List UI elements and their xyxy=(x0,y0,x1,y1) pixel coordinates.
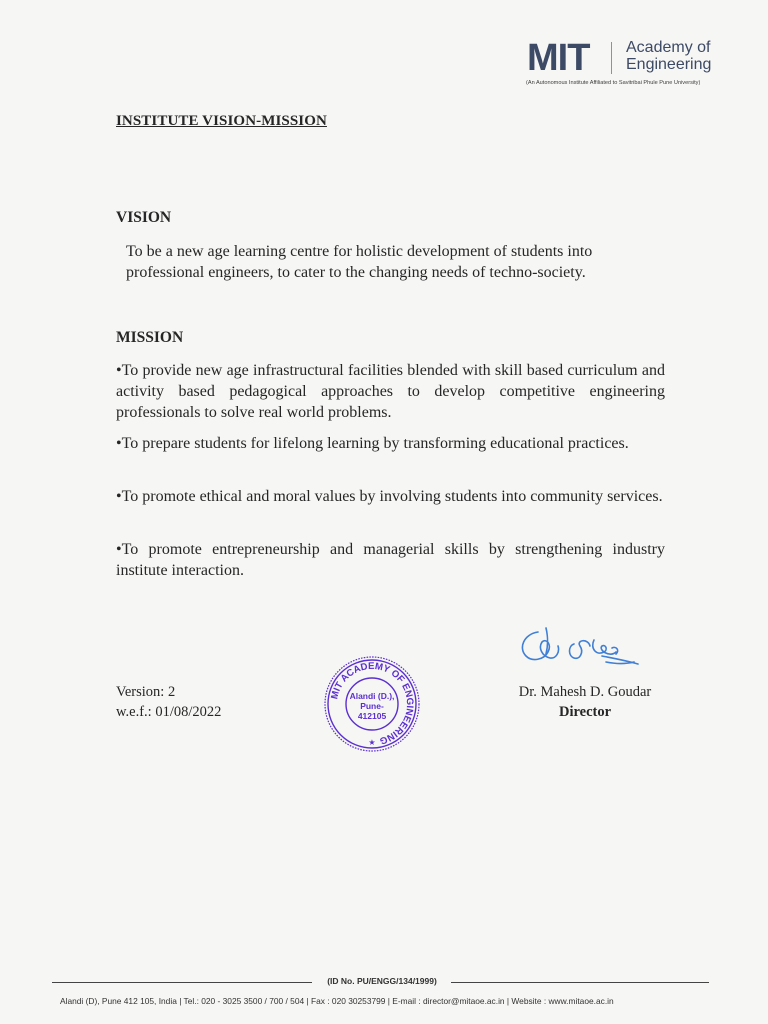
director-signature xyxy=(516,622,648,678)
signatory-block xyxy=(500,682,670,722)
mission-heading: MISSION xyxy=(116,329,184,346)
institute-logo xyxy=(527,38,737,94)
mission-item: •To promote ethical and moral values by involving students into community services. xyxy=(116,488,663,505)
version-info xyxy=(116,682,221,722)
institute-stamp xyxy=(320,656,424,752)
logo-institute-name xyxy=(626,39,736,73)
stamp-ring-text: MIT ACADEMY OF ENGINEERING xyxy=(329,660,416,747)
vision-statement: To be a new age learning centre for holistic development of students into professional engineers, to cater to the changing needs of techno-society. xyxy=(126,243,593,281)
stamp-center-line2: Pune- xyxy=(360,701,384,711)
vision-heading: VISION xyxy=(116,209,172,226)
logo-mit-text: MIT xyxy=(527,37,590,79)
effective-date: w.e.f.: 01/08/2022 xyxy=(116,704,222,720)
document-title: INSTITUTE VISION-MISSION xyxy=(116,113,327,129)
logo-name-line2: Engineering xyxy=(626,56,712,73)
stamp-center-line1: Alandi (D.), xyxy=(349,691,395,701)
mission-item: •To provide new age infrastructural facilities blended with skill based curriculum and activity based pedagogical approaches to develop competitive engineering professionals to solve real world problems. xyxy=(116,362,665,421)
footer-divider-right xyxy=(451,982,709,983)
mission-item: •To promote entrepreneurship and managerial skills by strengthening industry institute interaction. xyxy=(116,541,665,579)
logo-tagline: (An Autonomous Institute Affiliated to Savitribai Phule Pune University) xyxy=(526,80,701,86)
logo-name-line1: Academy of xyxy=(626,39,711,56)
mission-item: •To prepare students for lifelong learning by transforming educational practices. xyxy=(116,435,629,452)
footer-contact-details: Alandi (D), Pune 412 105, India | Tel.: 020 - 3025 3500 / 700 / 504 | Fax : 020 30253799 | E-mail : director@mitaoe.ac.in | Website : www.mitaoe.ac.in xyxy=(60,996,614,1006)
stamp-star-icon: ★ xyxy=(368,738,376,747)
version-number: Version: 2 xyxy=(116,684,176,700)
logo-separator xyxy=(611,42,612,74)
stamp-center-line3: 412105 xyxy=(357,711,387,721)
footer-institute-id: (ID No. PU/ENGG/134/1999) xyxy=(327,976,437,986)
footer-divider-left xyxy=(52,982,312,983)
signatory-name: Dr. Mahesh D. Goudar xyxy=(518,684,652,700)
signatory-designation: Director xyxy=(558,704,612,720)
